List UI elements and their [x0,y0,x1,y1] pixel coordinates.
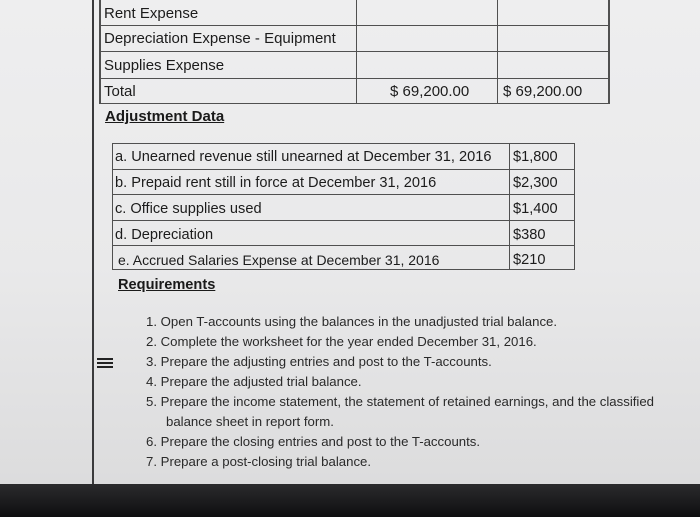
adj-row-line [112,245,575,246]
adj-row-line [112,194,575,195]
adj-desc-cell: b. Prepaid rent still in force at December 31, 2016 [115,175,437,191]
page-margin-line [92,0,94,484]
adj-amount-cell: $380 [513,227,546,243]
adjustment-data-heading: Adjustment Data [105,108,225,125]
adj-row-line [112,169,575,170]
adj-desc-cell: d. Depreciation [115,227,214,243]
tb-row-line [99,51,610,52]
adj-row-line [112,220,575,221]
requirement-item: 6. Prepare the closing entries and post to the T-accounts. [146,434,481,449]
tb-account-cell: Supplies Expense [104,57,225,74]
tb-border-left [99,0,101,104]
adj-row-line [112,143,575,144]
adj-desc-cell: a. Unearned revenue still unearned at December 31, 2016 [115,149,492,165]
tb-account-cell: Depreciation Expense - Equipment [104,30,336,47]
list-icon[interactable] [97,358,113,372]
requirement-item: 1. Open T-accounts using the balances in the unadjusted trial balance. [146,314,558,329]
requirement-item: 2. Complete the worksheet for the year ended December 31, 2016. [146,334,537,349]
tb-border-col2 [497,0,498,104]
tb-border-right [608,0,610,104]
tb-account-cell: Rent Expense [104,5,199,22]
tb-border-col1 [356,0,357,104]
adj-border-left [112,143,113,269]
tb-credit-total: $ 69,200.00 [503,83,583,100]
requirement-item: 4. Prepare the adjusted trial balance. [146,374,362,389]
tb-row-line [99,78,610,79]
adj-border-right [574,143,575,269]
requirement-item: 7. Prepare a post-closing trial balance. [146,454,372,469]
requirement-item: 3. Prepare the adjusting entries and post to the T-accounts. [146,354,492,369]
requirements-heading: Requirements [118,277,216,293]
tb-debit-total: $ 69,200.00 [390,83,470,100]
adj-amount-cell: $2,300 [513,175,558,191]
adj-desc-cell: c. Office supplies used [115,201,262,217]
adj-amount-cell: $1,800 [513,149,558,165]
tb-row-line [99,103,610,104]
adj-amount-cell: $1,400 [513,201,558,217]
tb-account-cell: Total [104,83,136,100]
adj-row-line [112,269,575,270]
adj-desc-cell: e. Accrued Salaries Expense at December 31, 2016 [118,252,440,268]
tb-row-line [99,25,610,26]
screen-bottom-edge [0,484,700,517]
requirements-list [146,312,700,472]
requirement-item: 5. Prepare the income statement, the statement of retained earnings, and the classified [146,394,655,409]
adj-border-col [509,143,510,269]
requirement-item: balance sheet in report form. [166,414,334,429]
adj-amount-cell: $210 [513,252,546,268]
